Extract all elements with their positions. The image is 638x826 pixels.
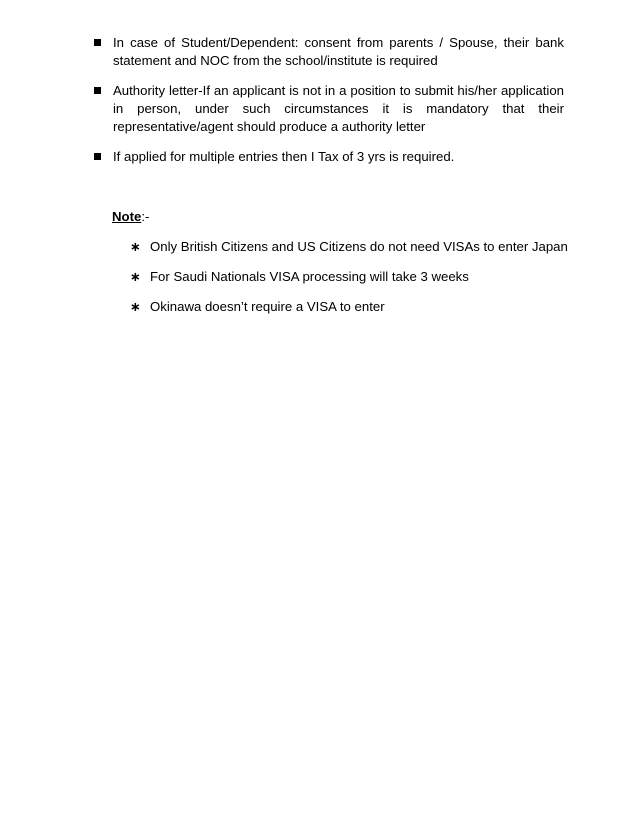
requirement-text: In case of Student/Dependent: consent from parents / Spouse, their bank statement and NOC from the school/institute is required <box>113 35 564 68</box>
note-heading <box>112 208 149 226</box>
requirements-list <box>94 34 564 178</box>
note-list <box>130 238 568 328</box>
asterisk-bullet-icon: ∗ <box>130 269 141 284</box>
note-suffix: :- <box>141 209 150 224</box>
square-bullet-icon <box>94 153 101 160</box>
note-item-british-us-citizens <box>130 238 568 256</box>
note-label: Note <box>112 209 142 224</box>
note-item-okinawa <box>130 298 568 316</box>
note-text: For Saudi Nationals VISA processing will take 3 weeks <box>150 269 469 284</box>
note-text: Okinawa doesn’t require a VISA to enter <box>150 299 385 314</box>
requirement-item-student <box>94 34 564 70</box>
asterisk-bullet-icon: ∗ <box>130 299 141 314</box>
note-text: Only British Citizens and US Citizens do not need VISAs to enter Japan <box>150 239 568 254</box>
square-bullet-icon <box>94 87 101 94</box>
requirement-text: Authority letter-If an applicant is not in a position to submit his/her application in person, under such circumstances it is mandatory that their representative/agent should produce a authority letter <box>113 83 564 134</box>
note-item-saudi-nationals <box>130 268 568 286</box>
requirement-item-authority-letter <box>94 82 564 136</box>
square-bullet-icon <box>94 39 101 46</box>
asterisk-bullet-icon: ∗ <box>130 239 141 254</box>
requirement-item-multiple-entries <box>94 148 564 166</box>
requirement-text: If applied for multiple entries then I Tax of 3 yrs is required. <box>113 149 455 164</box>
